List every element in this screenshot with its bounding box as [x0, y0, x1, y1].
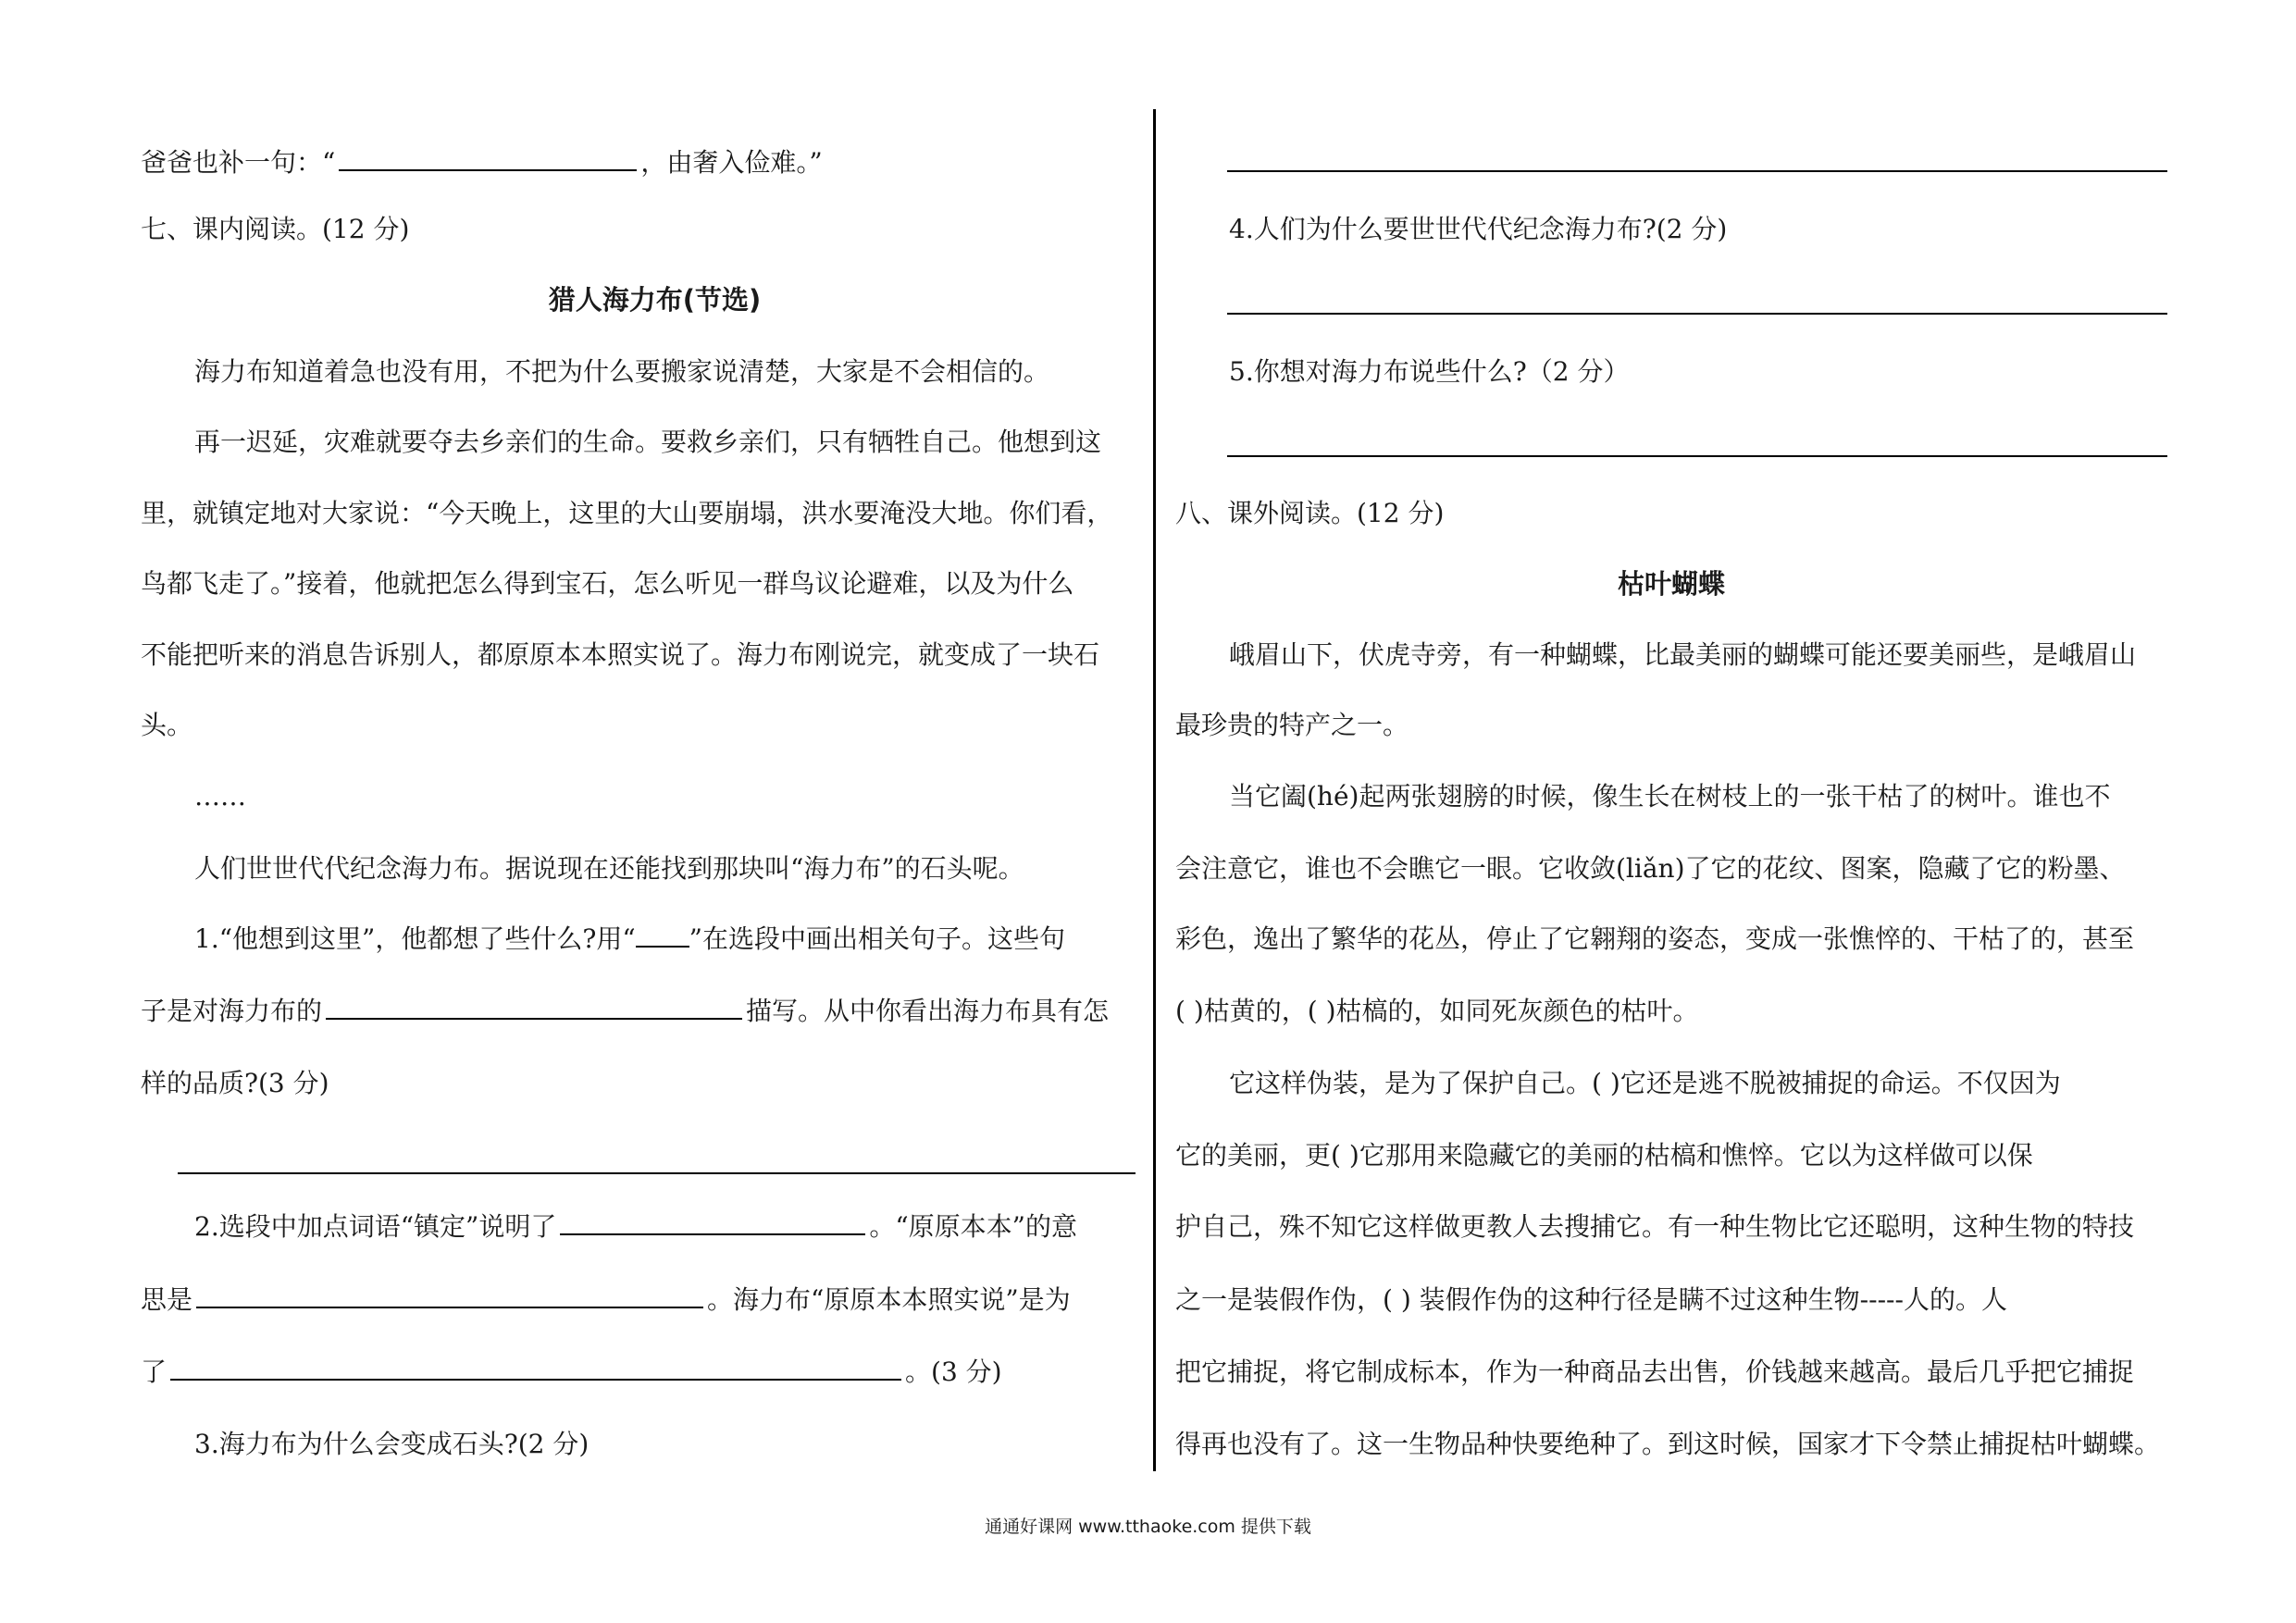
question-5: 5.你想对海力布说些什么?（2 分）: [1229, 356, 1630, 387]
question-3: 3.海力布为什么会变成石头?(2 分): [194, 1429, 590, 1459]
passage-paragraph-3: 人们世世代代纪念海力布。据说现在还能找到那块叫“海力布”的石头呢。: [194, 853, 1024, 884]
passage-paragraph-2-line-3: 鸟都飞走了。”接着，他就把怎么得到宝石，怎么听见一群鸟议论避难，以及为什么: [141, 568, 1074, 599]
question-2-text-d: 。海力布“原原本本照实说”是为: [707, 1284, 1071, 1315]
question-2-line-2: [141, 1284, 1071, 1315]
section-7-heading: 七、课内阅读。(12 分): [141, 214, 410, 244]
reading-paragraph-2-line-4: ( )枯黄的，( )枯槁的，如同死灰颜色的枯叶。: [1175, 996, 1699, 1026]
section-8-heading: 八、课外阅读。(12 分): [1175, 498, 1445, 528]
question-2-text-f: 。(3 分): [905, 1357, 1002, 1387]
reading-paragraph-2-line-1: 当它阖(hé)起两张翅膀的时候，像生长在树枝上的一张干枯了的树叶。谁也不: [1229, 781, 2111, 812]
question-2-text-e: 了: [141, 1357, 168, 1387]
question-2-line-3: [141, 1359, 1002, 1385]
reading-paragraph-3-line-6: 得再也没有了。这一生物品种快要绝种了。到这时候，国家才下令禁止捕捉枯叶蝴蝶。: [1175, 1429, 2161, 1459]
question-1-blank[interactable]: [326, 1017, 742, 1020]
question-1-text-c: 子是对海力布的: [141, 996, 323, 1026]
reading-paragraph-3-line-4: 之一是装假作伪，( ) 装假作伪的这种行径是瞒不过这种生物-----人的。人: [1175, 1284, 2007, 1315]
reading-paragraph-2-line-2: 会注意它，谁也不会瞧它一眼。它收敛(liǎn)了它的花纹、图案，隐藏了它的粉墨、: [1175, 853, 2126, 884]
reading-paragraph-3-line-2: 它的美丽，更( )它那用来隐藏它的美丽的枯槁和憔悴。它以为这样做可以保: [1175, 1140, 2033, 1171]
question-1-line-2: [141, 998, 1109, 1024]
question-2-blank-2[interactable]: [196, 1306, 703, 1308]
question-1-line-3: 样的品质?(3 分): [141, 1068, 329, 1098]
question-1-text-d: 描写。从中你看出海力布具有怎: [746, 996, 1110, 1026]
passage-paragraph-2-line-4: 不能把听来的消息告诉别人，都原原本本照实说了。海力布刚说完，就变成了一块石: [141, 639, 1100, 670]
question-2-text-a: 2.选段中加点词语“镇定”说明了: [194, 1211, 557, 1242]
footer-source: 通通好课网 www.tthaoke.com 提供下载: [985, 1517, 1311, 1537]
passage-ellipsis: ……: [194, 781, 246, 812]
question-2-blank-3[interactable]: [170, 1378, 901, 1381]
dad-sentence-suffix: ，由奢入俭难。”: [640, 147, 823, 178]
passage-title-butterfly: 枯叶蝴蝶: [1617, 568, 1725, 600]
question-3-answer-line[interactable]: [1227, 170, 2167, 172]
dad-sentence-blank[interactable]: [339, 168, 637, 171]
column-divider: [1153, 109, 1156, 1471]
question-1-text-a: 1.“他想到这里”，他都想了些什么?用“: [194, 923, 636, 954]
reading-paragraph-3-line-5: 把它捕捉，将它制成标本，作为一种商品去出售，价钱越来越高。最后几乎把它捕捉: [1175, 1357, 2135, 1387]
dad-sentence-prefix: 爸爸也补一句：“: [141, 147, 336, 178]
question-2-blank-1[interactable]: [560, 1233, 865, 1235]
passage-title-hailibu: 猎人海力布(节选): [548, 284, 762, 316]
question-1-text-b: ”在选段中画出相关句子。这些句: [689, 923, 1065, 954]
question-2-text-b: 。“原原本本”的意: [869, 1211, 1077, 1242]
question-2-line-1: [194, 1211, 1077, 1242]
passage-paragraph-2-line-2: 里，就镇定地对大家说：“今天晚上，这里的大山要崩塌，洪水要淹没大地。你们看，: [141, 498, 1113, 528]
reading-paragraph-2-line-3: 彩色，逸出了繁华的花丛，停止了它翱翔的姿态，变成一张憔悴的、干枯了的，甚至: [1175, 923, 2135, 954]
question-1-answer-line[interactable]: [178, 1172, 1136, 1174]
reading-paragraph-1-line-1: 峨眉山下，伏虎寺旁，有一种蝴蝶，比最美丽的蝴蝶可能还要美丽些，是峨眉山: [1229, 639, 2137, 670]
reading-paragraph-3-line-1: 它这样伪装，是为了保护自己。( )它还是逃不脱被捕捉的命运。不仅因为: [1229, 1068, 2061, 1098]
underline-symbol: [636, 945, 689, 948]
dad-sentence: [141, 147, 823, 178]
question-4-answer-line[interactable]: [1227, 313, 2167, 315]
question-2-text-c: 思是: [141, 1284, 193, 1315]
passage-paragraph-2-line-1: 再一迟延，灾难就要夺去乡亲们的生命。要救乡亲们，只有牺牲自己。他想到这: [194, 427, 1102, 457]
reading-paragraph-1-line-2: 最珍贵的特产之一。: [1175, 710, 1409, 740]
question-4: 4.人们为什么要世世代代纪念海力布?(2 分): [1229, 214, 1728, 244]
question-1-line-1: [194, 923, 1065, 954]
passage-paragraph-1: 海力布知道着急也没有用，不把为什么要搬家说清楚，大家是不会相信的。: [194, 356, 1050, 387]
passage-paragraph-2-line-5: 头。: [141, 710, 193, 740]
reading-paragraph-3-line-3: 护自己，殊不知它这样做更教人去搜捕它。有一种生物比它还聪明，这种生物的特技: [1175, 1211, 2135, 1242]
question-5-answer-line[interactable]: [1227, 455, 2167, 457]
